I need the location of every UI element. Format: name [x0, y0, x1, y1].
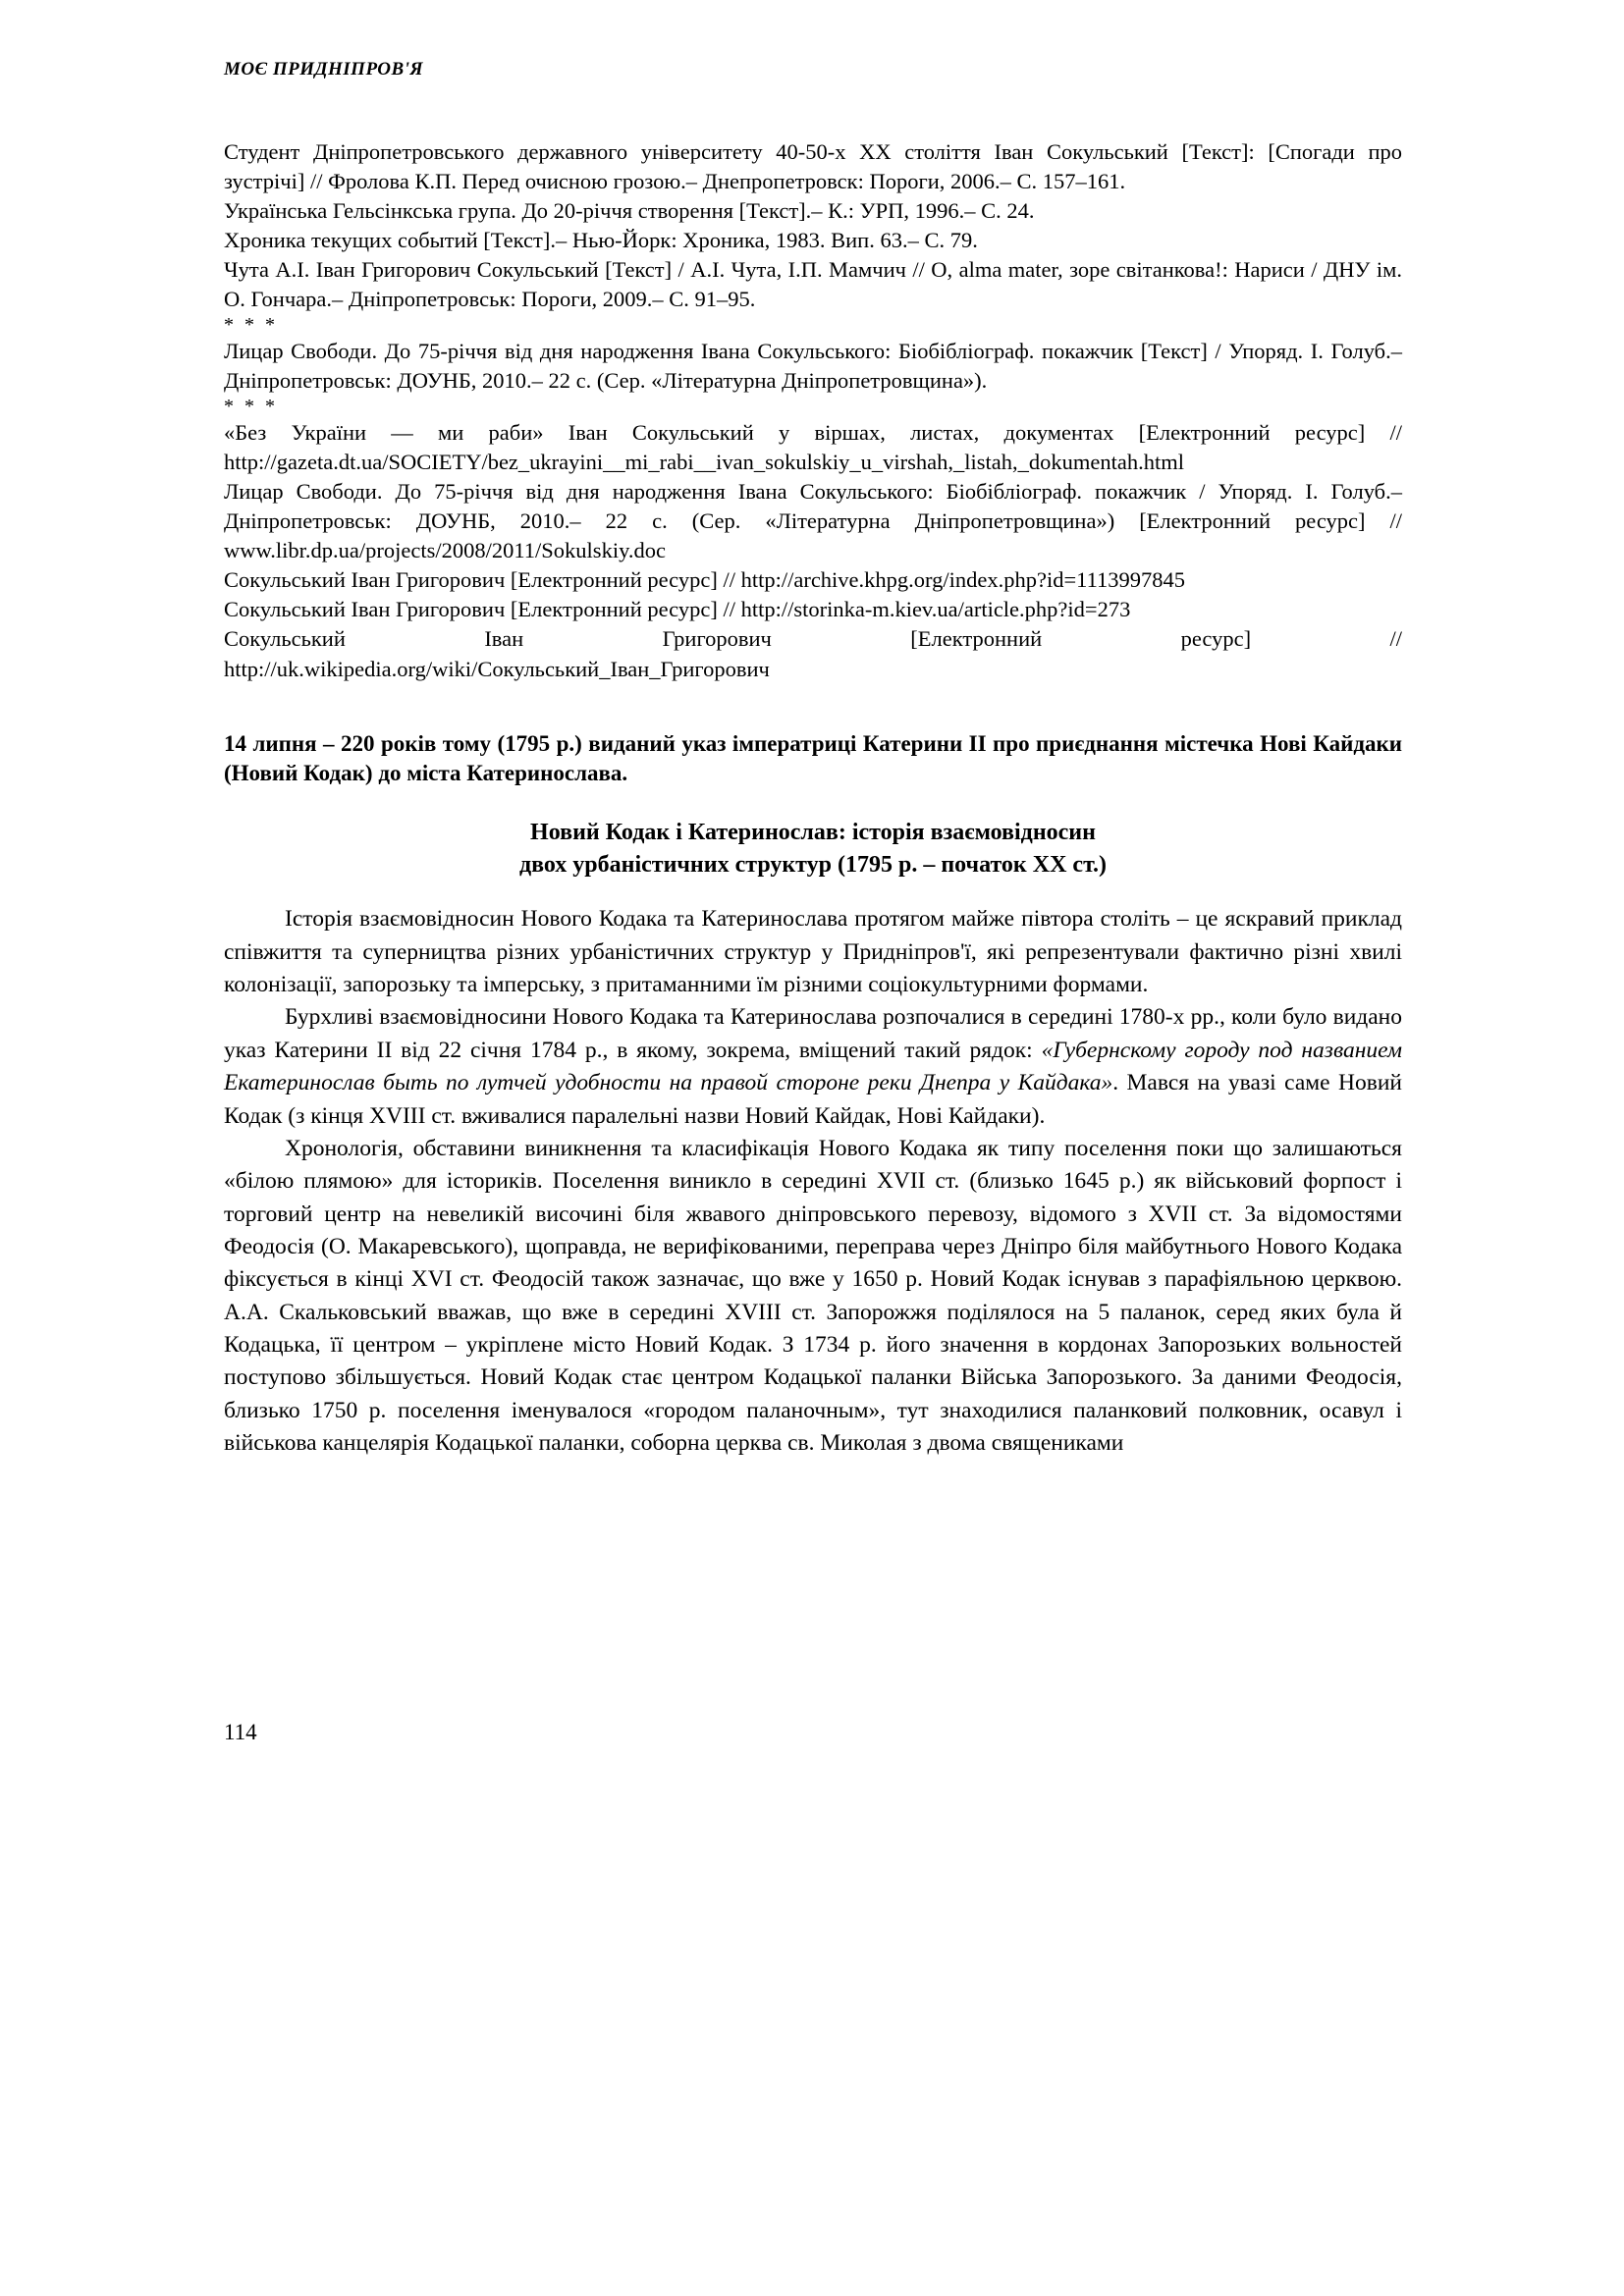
article-paragraph: Хронологія, обставини виникнення та класифікація Нового Кодака як типу поселення поки що залишаються «білою плямою» для істориків. Поселення виникло в середині XVII ст. (близько 1645 р.) як військовий форпост і торговий центр на невеликій височині біля жвавого дніпровського перевозу, відомого з XVII ст. За відомостями Феодосія (О. Макаревського), щоправда, не верифікованими, переправа через Дніпро біля майбутнього Нового Кодака фіксується в кінці XVI ст. Феодосій також зазначає, що вже у 1650 р. Новий Кодак існував з парафіяльною церквою. А.А. Скальковський вважав, що вже в середині XVIII ст. Запорожжя поділялося на 5 паланок, серед яких була й Кодацька, її центром – укріплене місто Новий Кодак. З 1734 р. його значення в кордонах Запорозьких вольностей поступово збільшується. Новий Кодак стає центром Кодацької паланки Війська Запорозького. За даними Феодосія, близько 1750 р. поселення іменувалося «городом паланочным», тут знаходилися паланковий полковник, осавул і військова канцелярія Кодацької паланки, соборна церква св. Миколая з двома священиками: [224, 1135, 1402, 1457]
article-title-line-2: двох урбаністичних структур (1795 р. – початок ХХ ст.): [518, 852, 1108, 879]
article-paragraph: Історія взаємовідносин Нового Кодака та Катеринослава протягом майже півтора століть – це яскравий приклад співжиття та суперництва різних урбаністичних структур у Придніпров'ї, які репрезентували фактично різні хвилі колонізації, запорозьку та імперську, з притаманними їм різними соціокультурними формами.: [224, 906, 1402, 998]
biblio-entry-last-url: http://uk.wikipedia.org/wiki/Сокульський_Іван_Григорович: [224, 656, 770, 681]
article-paragraph: [224, 1001, 1402, 1132]
paragraph-quote-italic: «Губернскому городу под названием Екатеринослав быть по лутчей удобности на правой стороне реки Днепра у Кайдака»: [224, 1037, 1402, 1096]
biblio-entry-last: [224, 624, 1402, 683]
biblio-entry: Сокульський Іван Григорович [Електронний ресурс] // http://archive.khpg.org/index.php?id=1113997845: [224, 567, 1186, 593]
biblio-entry: «Без України — ми раби» Іван Сокульський у віршах, листах, документах [Електронний ресурс] // http://gazeta.dt.ua/SOCIETY/bez_ukrayini__mi_rabi__ivan_sokulskiy_u_virshah,_listah,_dokumentah.html: [224, 420, 1402, 475]
biblio-entry-last-spaced: Сокульський Іван Григорович [Електронний ресурс] //: [224, 626, 1402, 652]
article-body: [224, 903, 1402, 1460]
paragraph-text-part: . Мався на увазі саме Новий Кодак (з кінця XVIII ст. вживалися паралельні назви Новий Кайдак, Нові Кайдаки).: [224, 1070, 1402, 1129]
separator-stars: * * *: [224, 314, 278, 337]
bibliography-block: [224, 137, 1402, 684]
article-title: [224, 817, 1402, 881]
biblio-entry: Студент Дніпропетровського державного університету 40-50-х ХХ століття Іван Сокульський [Текст]: [Спогади про зустрічі] // Фролова К.П. Перед очисною грозою.– Днепропетровск: Пороги, 2006.– С. 157–161.: [224, 139, 1402, 194]
biblio-entry: Українська Гельсінкська група. До 20-річчя створення [Текст].– К.: УРП, 1996.– С. 24.: [224, 198, 1035, 224]
separator-stars: * * *: [224, 396, 278, 418]
paragraph-text-part: Бурхливі взаємовідносини Нового Кодака та Катеринослава розпочалися в середині 1780-х рр., коли було видано указ Катерини II від 22 січня 1784 р., в якому, зокрема, вміщений такий рядок:: [224, 1004, 1402, 1063]
page-number: 114: [224, 1720, 257, 1744]
page-content: [224, 59, 1402, 1460]
biblio-entry: Лицар Свободи. До 75-річчя від дня народження Івана Сокульського: Біобібліограф. покажчик [Текст] / Упоряд. І. Голуб.– Дніпропетровськ: ДОУНБ, 2010.– 22 с. (Сер. «Літературна Дніпропетровщина»).: [224, 339, 1402, 394]
article-title-line-1: Новий Кодак і Катеринослав: історія взаємовідносин: [530, 820, 1096, 846]
biblio-entry: Хроника текущих событий [Текст].– Нью-Йорк: Хроника, 1983. Вип. 63.– С. 79.: [224, 228, 978, 253]
section-date-heading: 14 липня – 220 років тому (1795 р.) виданий указ імператриці Катерини II про приєднання містечка Нові Кайдаки (Новий Кодак) до міста Катеринослава.: [224, 730, 1402, 786]
biblio-entry: Лицар Свободи. До 75-річчя від дня народження Івана Сокульського: Біобібліограф. покажчик / Упоряд. І. Голуб.– Дніпропетровськ: ДОУНБ, 2010.– 22 с. (Сер. «Літературна Дніпропетровщина») [Електронний ресурс] // www.libr.dp.ua/projects/2008/2011/Sokulskiy.doc: [224, 479, 1402, 563]
biblio-entry: Сокульський Іван Григорович [Електронний ресурс] // http://storinka-m.kiev.ua/article.php?id=273: [224, 597, 1131, 622]
running-head: МОЄ ПРИДНІПРОВ'Я: [224, 59, 424, 80]
biblio-entry: Чута А.І. Іван Григорович Сокульський [Текст] / А.І. Чута, І.П. Мамчич // О, alma mater, зоре світанкова!: Нариси / ДНУ ім. О. Гончара.– Дніпропетровськ: Пороги, 2009.– С. 91–95.: [224, 257, 1402, 312]
